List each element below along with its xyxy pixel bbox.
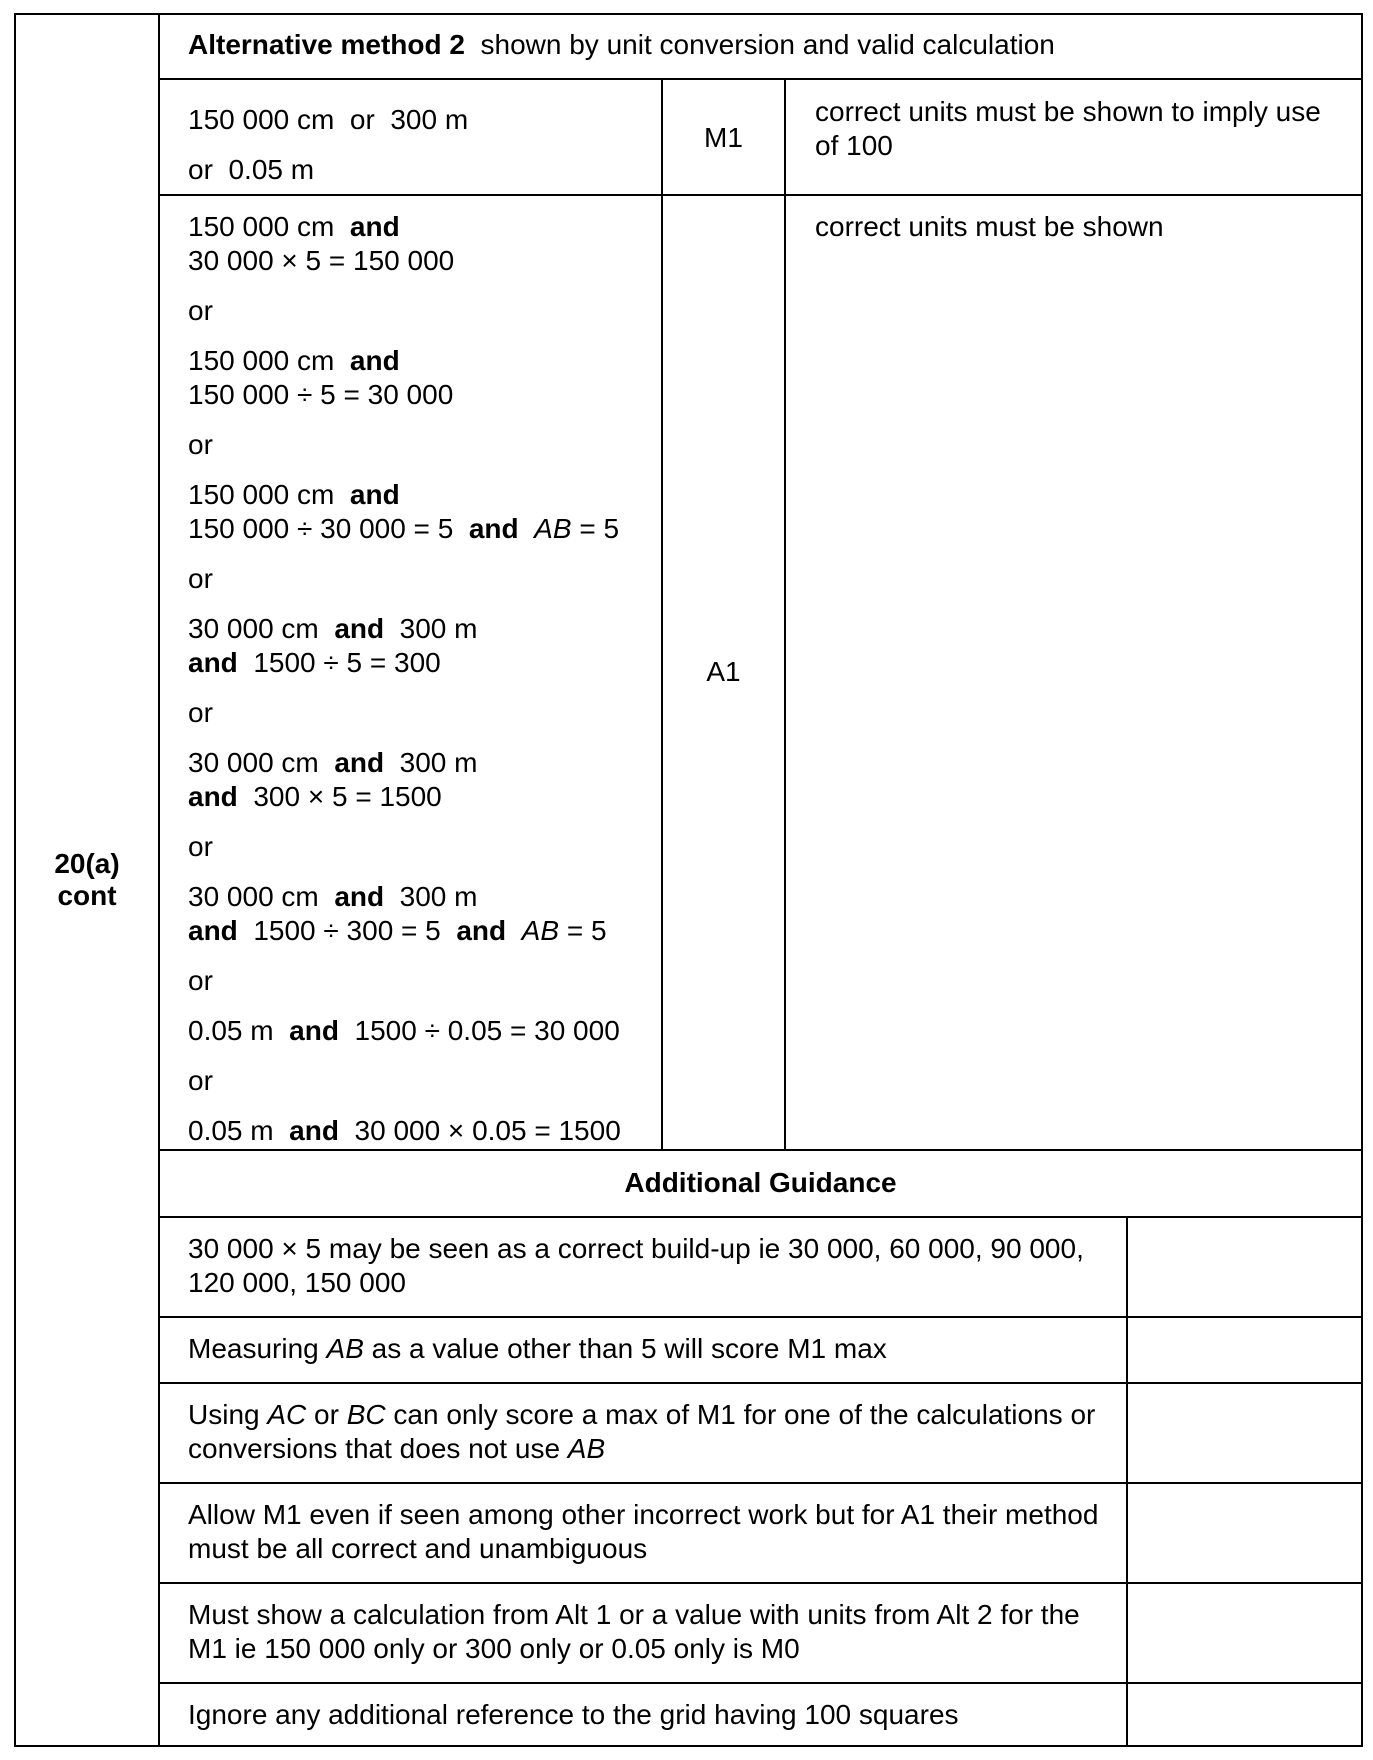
m1-value-small-m: 0.05 m [228, 154, 315, 185]
alt-method-heading [188, 28, 1348, 62]
a1-or-2: or [188, 429, 213, 460]
and-label: and [349, 479, 400, 510]
divider-mark-col-left [661, 78, 663, 1151]
m1-comment: correct units must be shown to imply use of 100 [815, 96, 1321, 161]
a1-option-1-value: 150 000 cm [188, 211, 335, 242]
divider-h-9 [158, 1682, 1363, 1684]
and-label: and [289, 1015, 339, 1046]
divider-h-8 [158, 1582, 1363, 1584]
m1-value-m: 300 m [390, 104, 469, 135]
a1-option-2-line1 [188, 344, 658, 378]
guidance-item-3-pre: Using [188, 1399, 268, 1430]
divider-guidance-col [1126, 1216, 1128, 1747]
divider-h-4 [158, 1216, 1363, 1218]
guidance-item-3-mid: or [306, 1399, 347, 1430]
m1-or-2: or [188, 154, 213, 185]
question-label-line1: 20(a) [54, 848, 120, 879]
a1-option-3-calc: 150 000 ÷ 30 000 = 5 [188, 513, 454, 544]
a1-or-6: or [188, 965, 213, 996]
a1-option-3-value: 150 000 cm [188, 479, 335, 510]
a1-option-5-line2 [188, 780, 658, 814]
alt-method-title: Alternative method 2 [188, 29, 465, 60]
a1-option-2-value: 150 000 cm [188, 345, 335, 376]
and-label: and [188, 781, 238, 812]
a1-or-5: or [188, 831, 213, 862]
m1-answer-line1 [188, 95, 653, 145]
m1-value-cm: 150 000 cm [188, 104, 335, 135]
and-label: and [456, 915, 507, 946]
a1-answer-list [188, 210, 658, 1148]
a1-option-8-calc: 30 000 × 0.05 = 1500 [354, 1115, 621, 1146]
a1-option-4-calc: 1500 ÷ 5 = 300 [253, 647, 441, 678]
a1-or-3: or [188, 563, 213, 594]
and-label: and [289, 1115, 339, 1146]
a1-option-4-value: 30 000 cm [188, 613, 319, 644]
and-label: and [188, 915, 238, 946]
question-label-line2: cont [57, 880, 117, 911]
guidance-item-2-pre: Measuring [188, 1333, 327, 1364]
border-top [14, 13, 1363, 15]
a1-option-8-line1 [188, 1114, 658, 1148]
a1-mark: A1 [706, 656, 741, 687]
a1-option-6-value: 30 000 cm [188, 881, 319, 912]
divider-h-6 [158, 1382, 1363, 1384]
guidance-item-6: Ignore any additional reference to the grid having 100 squares [188, 1699, 959, 1730]
guidance-item-3-ab: AB [567, 1433, 606, 1464]
a1-option-4-line2 [188, 646, 658, 680]
divider-mark-col-right [784, 78, 786, 1151]
guidance-item-1: 30 000 × 5 may be seen as a correct build-up ie 30 000, 60 000, 90 000, 120 000, 150 000 [188, 1233, 1084, 1298]
guidance-item-4: Allow M1 even if seen among other incorrect work but for A1 their method must be all correct and unambiguous [188, 1499, 1099, 1564]
guidance-heading: Additional Guidance [624, 1167, 897, 1198]
m1-or-1: or [349, 104, 375, 135]
guidance-item-3-ac: AC [267, 1399, 307, 1430]
guidance-item-3 [188, 1398, 1113, 1466]
divider-h-3 [158, 1149, 1363, 1151]
and-label: and [334, 613, 385, 644]
a1-option-7-value: 0.05 m [188, 1015, 274, 1046]
alt-method-subtitle: shown by unit conversion and valid calculation [480, 29, 1055, 60]
and-label: and [349, 211, 400, 242]
guidance-item-5: Must show a calculation from Alt 1 or a value with units from Alt 2 for the M1 ie 150 000 only or 300 only or 0.05 only is M0 [188, 1599, 1080, 1664]
a1-option-6-value-b: 300 m [399, 881, 478, 912]
and-label: and [468, 513, 519, 544]
a1-option-7-calc: 1500 ÷ 0.05 = 30 000 [354, 1015, 620, 1046]
a1-option-5-value-b: 300 m [399, 747, 478, 778]
a1-option-7-line1 [188, 1014, 658, 1048]
ab-label: AB [534, 513, 572, 544]
a1-option-4-line1 [188, 612, 658, 646]
a1-option-3-line2 [188, 512, 658, 546]
a1-or-4: or [188, 697, 213, 728]
a1-or-7: or [188, 1065, 213, 1096]
and-label: and [334, 881, 385, 912]
and-label: and [334, 747, 385, 778]
divider-question-col [158, 13, 160, 1747]
and-label: and [349, 345, 400, 376]
border-bottom [14, 1745, 1363, 1747]
guidance-item-2-ab: AB [326, 1333, 364, 1364]
a1-option-6-calc: 1500 ÷ 300 = 5 [253, 915, 441, 946]
guidance-item-3-bc: BC [346, 1399, 386, 1430]
a1-option-3-tail: = 5 [579, 513, 620, 544]
a1-option-8-value: 0.05 m [188, 1115, 274, 1146]
a1-option-1-line2: 30 000 × 5 = 150 000 [188, 245, 455, 276]
guidance-item-2-post: as a value other than 5 will score M1 max [363, 1333, 887, 1364]
m1-answer-line2 [188, 145, 653, 195]
divider-h-1 [158, 78, 1363, 80]
a1-option-6-tail: = 5 [566, 915, 607, 946]
guidance-item-2 [188, 1332, 1113, 1366]
a1-option-4-value-b: 300 m [399, 613, 478, 644]
m1-answer [188, 95, 653, 195]
question-number [16, 848, 158, 912]
a1-or-1: or [188, 295, 213, 326]
m1-mark: M1 [704, 122, 743, 153]
a1-option-5-line1 [188, 746, 658, 780]
a1-option-2-line2: 150 000 ÷ 5 = 30 000 [188, 379, 454, 410]
border-right [1361, 13, 1363, 1747]
a1-option-6-line1 [188, 880, 658, 914]
a1-option-3-line1 [188, 478, 658, 512]
and-label: and [188, 647, 238, 678]
a1-option-5-calc: 300 × 5 = 1500 [253, 781, 442, 812]
a1-option-5-value: 30 000 cm [188, 747, 319, 778]
divider-h-7 [158, 1482, 1363, 1484]
ab-label: AB [521, 915, 560, 946]
a1-option-1-line1 [188, 210, 658, 244]
guidance-item-3-post: can only score a max of M1 for one of the calculations or conversions that does not use [188, 1399, 1096, 1464]
a1-comment: correct units must be shown [815, 211, 1164, 242]
divider-h-5 [158, 1316, 1363, 1318]
a1-option-6-line2 [188, 914, 658, 948]
